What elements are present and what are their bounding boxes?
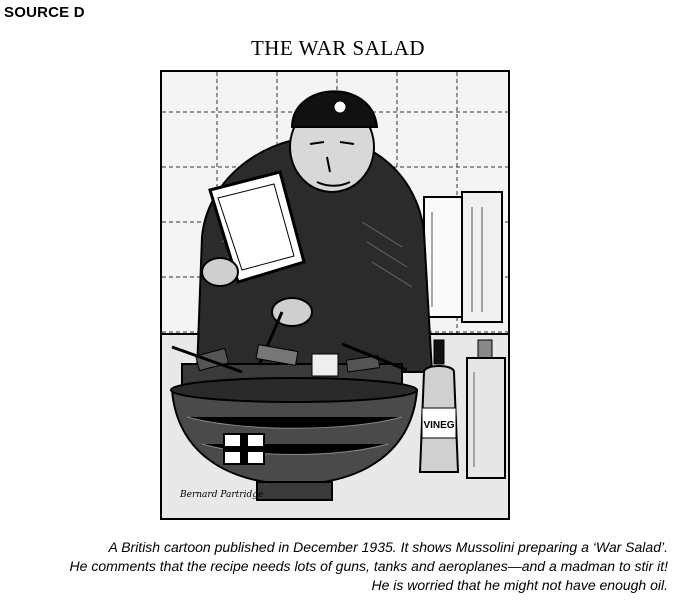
artist-signature: Bernard Partridge [180, 490, 264, 500]
cartoon-title: THE WAR SALAD [250, 36, 426, 60]
cartoon-drawing [162, 72, 508, 518]
cartoon-illustration [160, 70, 510, 520]
bowl-emblem [224, 434, 264, 464]
caption-line: He comments that the recipe needs lots of guns, tanks and aeroplanes—and a madman to stir it! [69, 558, 668, 574]
source-label: SOURCE D [4, 4, 85, 21]
oil-cans [424, 192, 502, 322]
oil-jug [467, 340, 505, 478]
caption-line: A British cartoon published in December 1935. It shows Mussolini preparing a ‘War Salad’. [108, 539, 668, 555]
left-hand [202, 258, 238, 286]
caption [28, 538, 668, 595]
vinegar-label: VINEG [423, 420, 455, 431]
caption-line: He is worried that he might not have enough oil. [371, 577, 668, 593]
